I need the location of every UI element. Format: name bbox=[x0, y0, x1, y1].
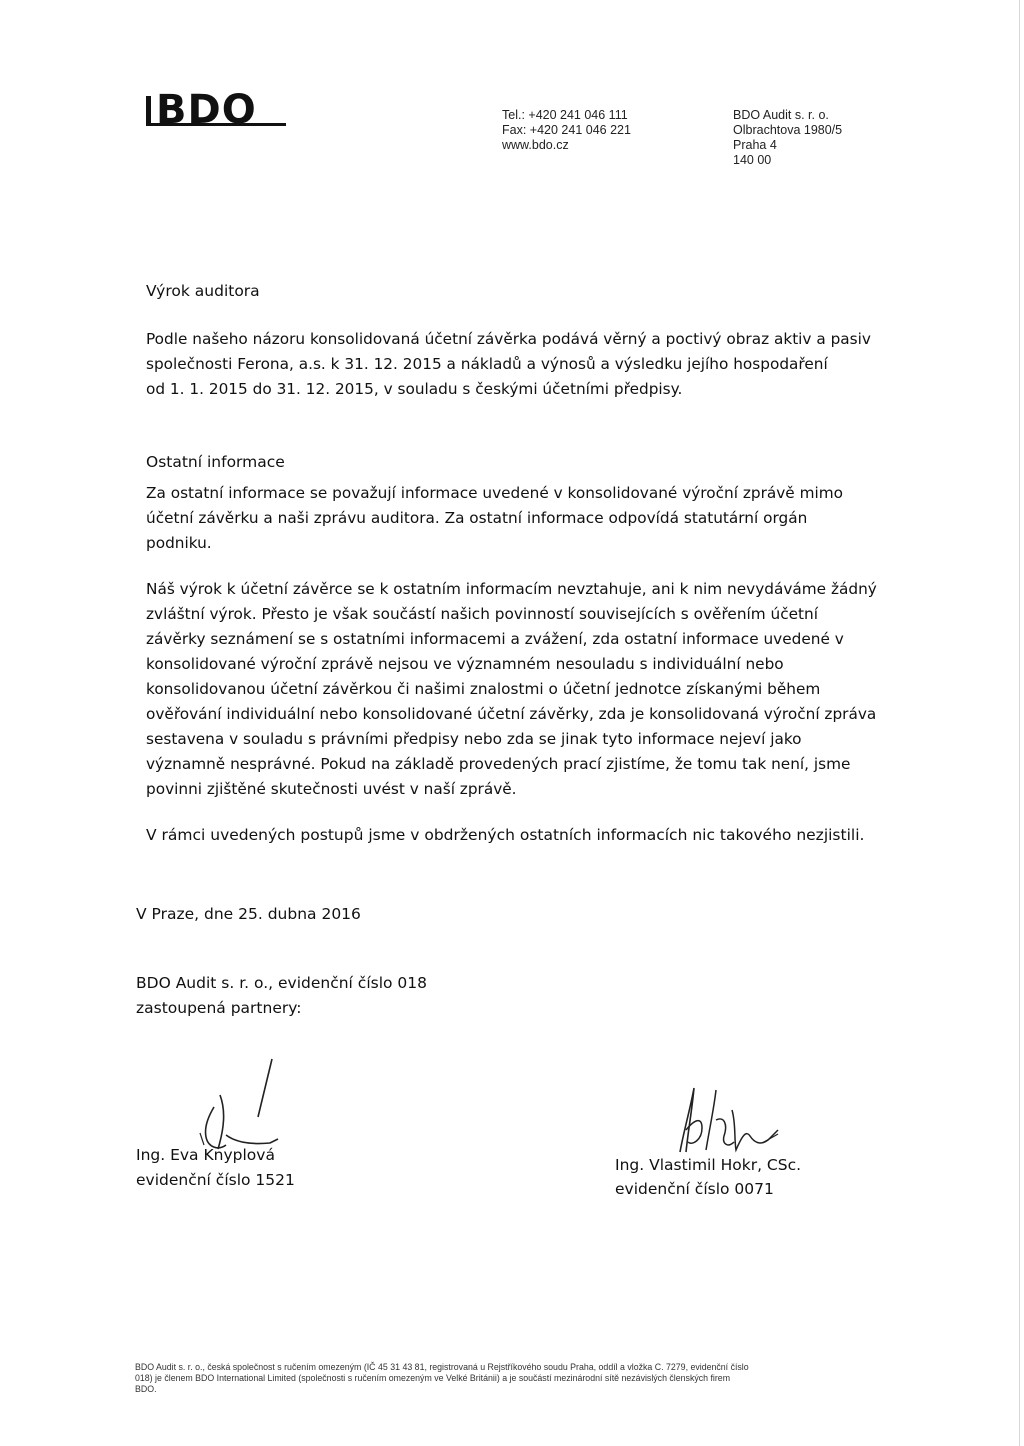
address-city: Praha 4 bbox=[733, 138, 777, 152]
contact-address-block bbox=[733, 108, 933, 168]
contact-phone-block bbox=[502, 108, 702, 153]
contact-fax: Fax: +420 241 046 221 bbox=[502, 123, 631, 137]
footer-line: BDO Audit s. r. o., česká společnost s ručením omezeným (IČ 45 31 43 81, registrovaná u Rejstříkového soudu Praha, oddíl a vložka C. 7279, evidenční číslo bbox=[135, 1362, 749, 1372]
contact-tel: Tel.: +420 241 046 111 bbox=[502, 108, 628, 122]
text-line: sestavena v souladu s právními předpisy nebo zda se jinak tyto informace nejeví jako bbox=[146, 730, 802, 748]
scan-edge-line bbox=[1019, 0, 1020, 1446]
other-info-paragraph-2 bbox=[146, 577, 880, 802]
signer-2-name: Ing. Vlastimil Hokr, CSc. bbox=[615, 1156, 802, 1174]
represented-by-line: zastoupená partnery: bbox=[136, 999, 302, 1017]
footer-line: 018) je členem BDO International Limited (společnosti s ručením omezeným ve Velké Británii) a je součástí mezinárodní sítě nezávislých členských firem bbox=[135, 1373, 731, 1383]
signature-hokr bbox=[672, 1080, 782, 1160]
footer-legal-note bbox=[135, 1362, 875, 1395]
address-postcode: 140 00 bbox=[733, 153, 772, 167]
signer-1-name: Ing. Eva Knyplová bbox=[136, 1146, 275, 1164]
address-company: BDO Audit s. r. o. bbox=[733, 108, 829, 122]
address-street: Olbrachtova 1980/5 bbox=[733, 123, 843, 137]
other-info-paragraph-3: V rámci uvedených postupů jsme v obdržených ostatních informacích nic takového nezjistili. bbox=[146, 826, 865, 844]
text-line: ověřování individuální nebo konsolidované účetní závěrky, zda je konsolidovaná výroční zpráva bbox=[146, 705, 877, 723]
text-line: od 1. 1. 2015 do 31. 12. 2015, v souladu s českými účetními předpisy. bbox=[146, 380, 683, 398]
other-info-paragraph-1 bbox=[146, 481, 880, 556]
bdo-logo bbox=[146, 87, 286, 133]
text-line: konsolidovanou účetní závěrkou či našimi znalostmi o účetní jednotce získanými během bbox=[146, 680, 821, 698]
text-line: závěrky seznámení se s ostatními informacemi a zvážení, zda ostatní informace uvedené v bbox=[146, 630, 844, 648]
section-heading-other-information: Ostatní informace bbox=[146, 453, 285, 471]
text-line: povinni zjištěné skutečnosti uvést v naší zprávě. bbox=[146, 780, 517, 798]
logo-text: BDO bbox=[156, 87, 257, 133]
logo-bracket-vertical bbox=[146, 96, 151, 126]
text-line: Za ostatní informace se považují informace uvedené v konsolidované výroční zprávě mimo bbox=[146, 484, 843, 502]
text-line: společnosti Ferona, a.s. k 31. 12. 2015 a nákladů a výnosů a výsledku jejího hospodaření bbox=[146, 355, 828, 373]
section-heading-auditor-opinion: Výrok auditora bbox=[146, 282, 260, 300]
place-and-date: V Praze, dne 25. dubna 2016 bbox=[136, 905, 361, 923]
text-line: podniku. bbox=[146, 534, 212, 552]
signer-1-number: evidenční číslo 1521 bbox=[136, 1171, 295, 1189]
opinion-paragraph bbox=[146, 327, 880, 402]
text-line: účetní závěrku a naši zprávu auditora. Za ostatní informace odpovídá statutární orgán bbox=[146, 509, 808, 527]
text-line: Podle našeho názoru konsolidovaná účetní závěrka podává věrný a poctivý obraz aktiv a pasiv bbox=[146, 330, 871, 348]
contact-web: www.bdo.cz bbox=[502, 138, 569, 152]
firm-registration-line: BDO Audit s. r. o., evidenční číslo 018 bbox=[136, 974, 427, 992]
footer-line: BDO. bbox=[135, 1384, 157, 1394]
text-line: Náš výrok k účetní závěrce se k ostatním informacím nevztahuje, ani k nim nevydáváme žádný bbox=[146, 580, 877, 598]
text-line: významně nesprávné. Pokud na základě provedených prací zjistíme, že tomu tak není, jsme bbox=[146, 755, 851, 773]
signer-2-number: evidenční číslo 0071 bbox=[615, 1180, 774, 1198]
text-line: zvláštní výrok. Přesto je však součástí našich povinností souvisejících s ověřením účetní bbox=[146, 605, 818, 623]
text-line: konsolidované výroční zprávě nejsou ve významném nesouladu s individuální nebo bbox=[146, 655, 784, 673]
